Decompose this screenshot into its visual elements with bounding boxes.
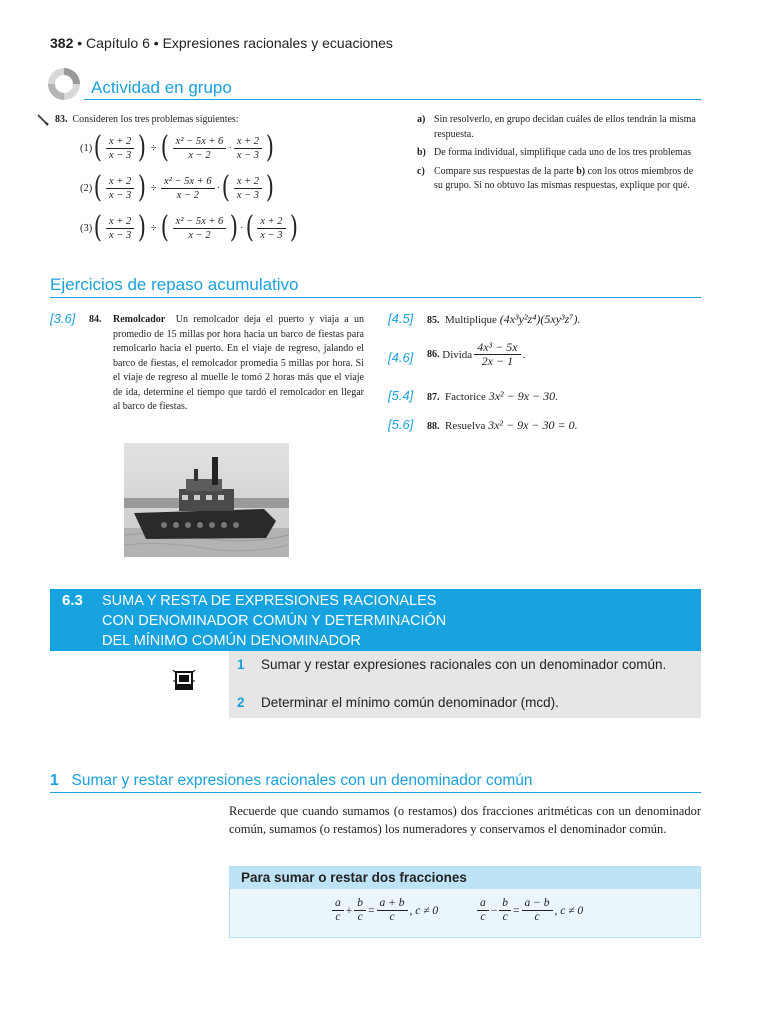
exercise-86: 86. Divida $\frac{\text{4x³ − 5x}}{2x - 1}$ . (427, 340, 526, 368)
operator: · (228, 142, 232, 154)
operator: ÷ (150, 222, 157, 234)
exercise-88: 88. Resuelva 3x² − 9x − 30 = 0. (427, 418, 578, 432)
problem-label: (3) (80, 222, 93, 234)
section-title: SUMA Y RESTA DE EXPRESIONES RACIONALES CON DENOMINADOR COMÚN Y DETERMINACIÓN DEL MÍNIMO COMÚN DENOMINADOR (102, 593, 447, 649)
divider (84, 99, 701, 100)
chapter-label: Capítulo 6 (86, 35, 150, 51)
subtraction-rule: $\frac{a}{c}$ − $\frac{b}{c}$ = $\frac{a - b}{c}$ , c ≠ 0 (475, 897, 583, 924)
problem-label: (1) (80, 142, 93, 154)
page-number: 382 (50, 35, 74, 51)
exercise-84-text: Remolcador Un remolcador deja el puerto y viaja a un promedio de 15 millas por hora hacia un barco de fiestas para remolcarlo hacia el puerto. En el viaje de regreso, jalando el barco de fiestas, el remolcador promedia 5 millas por hora. Si el viaje de regreso al muelle le tomó 2 horas más que el viaje de ida, determine el tiempo que tardó el remolcador en llegar al barco de fiestas. (113, 314, 364, 412)
fraction: $\frac{\text{x² − 5x + 6}}{x - 2}$ (173, 215, 227, 242)
section-ref: [5.6] (388, 417, 414, 432)
rule-box-title: Para sumar o restar dos fracciones (241, 870, 467, 885)
fraction: $\frac{x + 2}{x - 3}$ (257, 215, 285, 242)
rule-box-header (230, 867, 700, 889)
fraction: $\frac{x + 2}{x - 3}$ (106, 215, 134, 242)
subsection-paragraph: Recuerde que cuando sumamos (o restamos) dos fracciones aritméticas con un denominador común, sumamos (o restamos) los numeradores y conservamos el denominador común. (229, 804, 701, 836)
section-ref: [5.4] (388, 388, 414, 403)
fraction: $\frac{\text{x² − 5x + 6}}{x - 2}$ (173, 135, 227, 162)
fraction: $\frac{x + 2}{x - 3}$ (106, 135, 134, 162)
exercise-85: 85. Multiplique (4x³y²z⁴)(5xy³z⁷). (427, 312, 581, 326)
problem-2: (2) ( $\frac{x + 2}{x - 3}$ ) ÷ $\frac{\text{x² − 5x + 6}}{x - 2}$ · ( $\frac{x + 2}{x - 3}$ ) (80, 170, 275, 205)
fraction: $\frac{x + 2}{x - 3}$ (106, 175, 134, 202)
running-header (50, 35, 393, 51)
fraction: $\frac{x + 2}{x - 3}$ (234, 135, 262, 162)
subsection-heading: 1 Sumar y restar expresiones racionales con un denominador común (50, 772, 533, 789)
objectives-box (229, 651, 701, 718)
exercise-83-intro (55, 113, 239, 128)
fraction: $\frac{x + 2}{x - 3}$ (234, 175, 262, 202)
fraction: $\frac{\text{4x³ − 5x}}{2x - 1}$ (474, 341, 520, 368)
problem-1: (1) ( $\frac{x + 2}{x - 3}$ ) ÷ ( $\frac{\text{x² − 5x + 6}}{x - 2}$ · $\frac{x + 2}{x - 3}$ ) (80, 130, 275, 165)
operator: · (216, 182, 221, 194)
divider (50, 792, 701, 793)
task-c: c) Compare sus respuestas de la parte b) con los otros miembros de su grupo. Si no obtuvo las mismas respuestas, explique por qué. (417, 165, 694, 191)
exercise-number: 83. (55, 114, 68, 125)
exercise-number: 84. (89, 314, 102, 325)
section-banner (50, 589, 701, 651)
operator: ÷ (150, 142, 157, 154)
problem-3: (3) ( $\frac{x + 2}{x - 3}$ ) ÷ ( $\frac{\text{x² − 5x + 6}}{x - 2}$ ) · ( $\frac{x + 2}{x - 3}$ ) (80, 210, 298, 245)
section-ref: [3.6] (50, 311, 76, 326)
review-title: Ejercicios de repaso acumulativo (50, 275, 299, 294)
problem-list (80, 128, 299, 248)
exercise-text: Consideren los tres problemas siguientes: (72, 114, 239, 125)
operator: · (240, 222, 244, 234)
rule-box (229, 866, 701, 938)
operator: ÷ (150, 182, 157, 194)
fraction: $\frac{\text{x² − 5x + 6}}{x - 2}$ (161, 175, 215, 202)
group-activity-icon (47, 67, 81, 101)
chapter-title: Expresiones racionales y ecuaciones (162, 35, 393, 51)
separator: • (77, 35, 83, 51)
exercise-87: 87. Factorice 3x² − 9x − 30. (427, 389, 559, 403)
task-a: a) Sin resolverlo, en grupo decidan cuáles de ellos tendrán la misma respuesta. (417, 114, 696, 140)
task-list (417, 113, 701, 194)
separator: • (153, 35, 159, 51)
objective-2: 2 Determinar el mínimo común denominador (mcd). (237, 695, 559, 710)
section-ref: [4.6] (388, 350, 414, 365)
section-ref: [4.5] (388, 311, 414, 326)
addition-rule: $\frac{a}{c}$ + $\frac{b}{c}$ = $\frac{a + b}{c}$ , c ≠ 0 (330, 897, 438, 924)
section-number: 6.3 (62, 592, 83, 609)
tugboat-photo (124, 443, 289, 557)
objective-1: 1 Sumar y restar expresiones racionales con un denominador común. (237, 657, 667, 672)
problem-label: (2) (80, 182, 93, 194)
computer-icon (172, 669, 196, 698)
group-activity-title: Actividad en grupo (91, 78, 232, 97)
divider (50, 297, 701, 298)
task-b: b) De forma individual, simplifique cada uno de los tres problemas (417, 147, 692, 158)
pencil-icon (37, 113, 49, 131)
